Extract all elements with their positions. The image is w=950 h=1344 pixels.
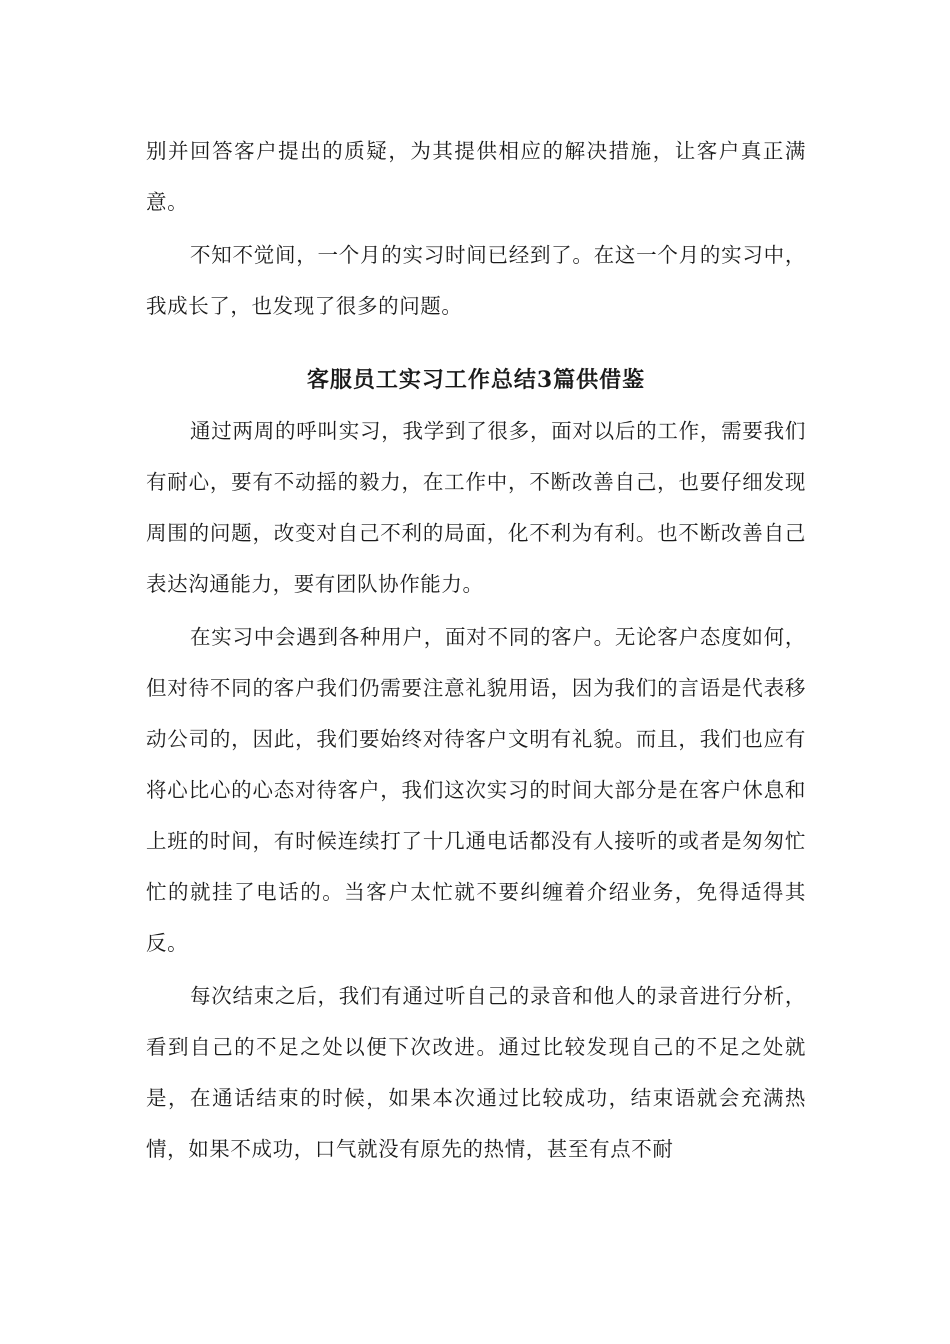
paragraph-customer-etiquette: 在实习中会遇到各种用户，面对不同的客户。无论客户态度如何，但对待不同的客户我们仍需要注意礼貌用语，因为我们的言语是代表移动公司的，因此，我们要始终对待客户文明有礼貌。而且，我们也应有将心比心的心态对待客户，我们这次实习的时间大部分是在客户休息和上班的时间，有时候连续打了十几通电话都没有人接听的或者是匆匆忙忙的就挂了电话的。当客户太忙就不要纠缠着介绍业务，免得适得其反。 — [146, 625, 806, 955]
paragraph-call-practice: 通过两周的呼叫实习，我学到了很多，面对以后的工作，需要我们有耐心，要有不动摇的毅力，在工作中，不断改善自己，也要仔细发现周围的问题，改变对自己不利的局面，化不利为有利。也不断改善自己表达沟通能力，要有团队协作能力。 — [146, 419, 806, 596]
document-title: 客服员工实习工作总结3篇供借鉴 — [306, 367, 646, 393]
document-page — [146, 126, 806, 1175]
paragraph-recording-review: 每次结束之后，我们有通过听自己的录音和他人的录音进行分析，看到自己的不足之处以便下次改进。通过比较发现自己的不足之处就是，在通话结束的时候，如果本次通过比较成功，结束语就会充满热情，如果不成功，口气就没有原先的热情，甚至有点不耐 — [146, 984, 806, 1161]
paragraph-internship-end: 不知不觉间，一个月的实习时间已经到了。在这一个月的实习中，我成长了，也发现了很多的问题。 — [146, 243, 806, 318]
paragraph-continuation: 别并回答客户提出的质疑，为其提供相应的解决措施，让客户真正满意。 — [146, 139, 806, 214]
